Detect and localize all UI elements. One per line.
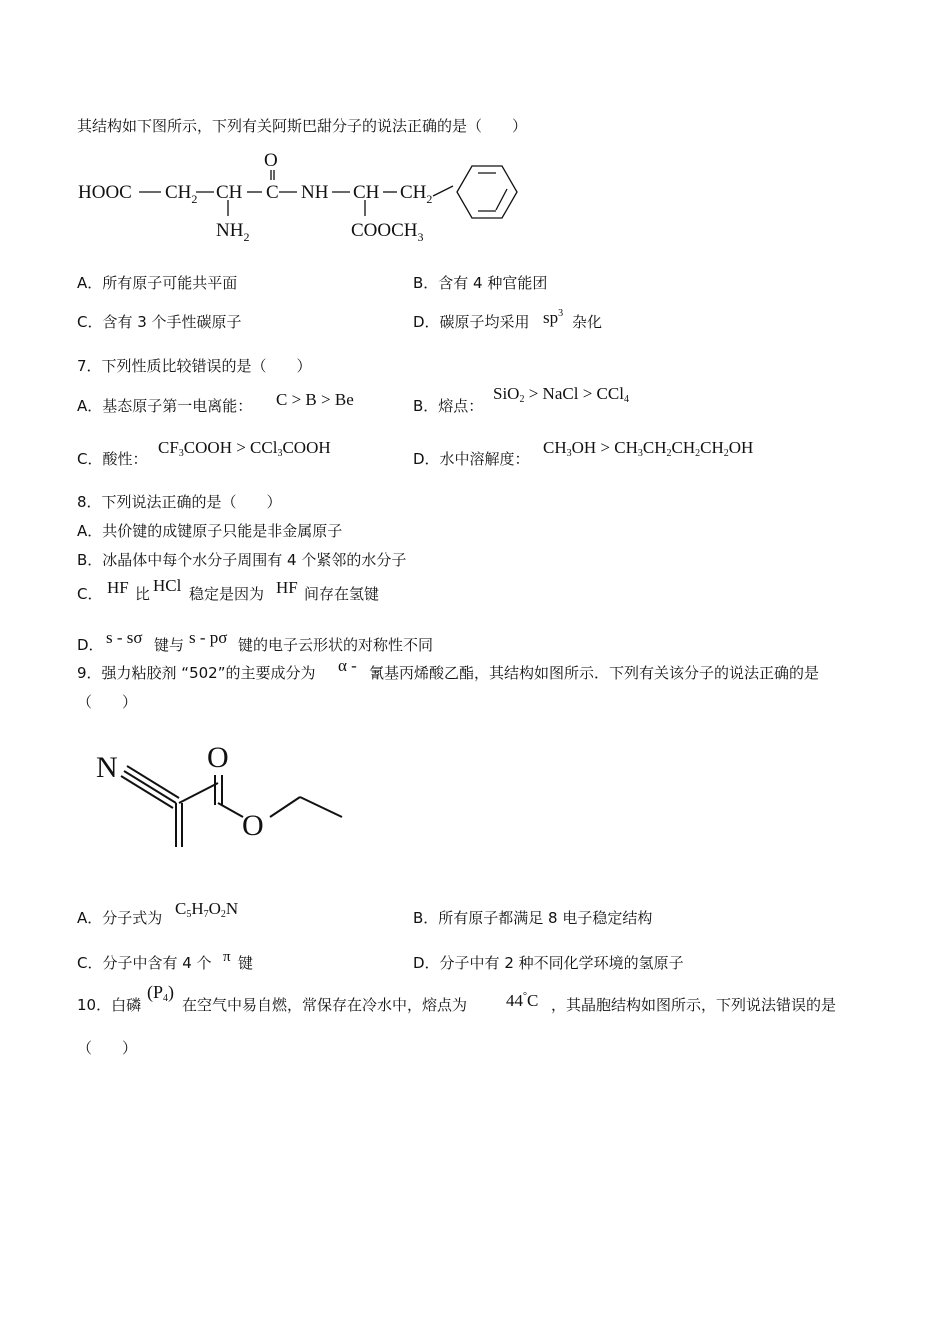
q9-stem-suffix: 氰基丙烯酸乙酯，其结构如图所示．下列有关该分子的说法正确的是 (369, 664, 820, 682)
struct-ch2-b: $CH_2$ (400, 182, 433, 206)
struct-c: C (266, 182, 279, 203)
q6-option-d-suffix: 杂化 (572, 313, 603, 331)
q9-stem-alpha: α - (338, 656, 357, 675)
q8-option-c-hf2: HF (276, 578, 298, 597)
struct-ch-b: CH (353, 182, 380, 203)
q9-option-c-post: 键 (238, 954, 254, 972)
q9-option-a-formula: $C_5H_7O_2N$ (175, 899, 239, 920)
q8-option-d-mid: 键与 (154, 636, 185, 654)
q6-option-d-formula: $sp^3$ (543, 308, 564, 327)
q8-option-c-bi: 比 (135, 585, 151, 603)
q8-option-c-hcl: HCl (153, 576, 182, 595)
q9-option-c-pi: π (223, 949, 231, 965)
q10-paren: （ ） (77, 1039, 138, 1057)
q7-option-b-formula: SiO$_2$ > NaCl > CCl$_4$ (493, 384, 629, 405)
q8-option-b[interactable]: B．冰晶体中每个水分子周围有 4 个紧邻的水分子 (77, 551, 407, 569)
struct-hooc: HOOC (78, 182, 132, 203)
q7-option-d-formula: $CH_3OH > CH_3CH_2CH_2CH_2OH$ (543, 438, 754, 459)
struct-cooch3: $COOCH_3$ (351, 220, 424, 244)
struct-nh: NH (301, 182, 329, 203)
q9-option-c[interactable]: C．分子中含有 4 个 (77, 954, 212, 972)
q8-option-c-post: 间存在氢键 (304, 585, 380, 603)
aspartame-structure (75, 148, 535, 248)
struct-o-ring: O (242, 809, 264, 842)
q8-option-d-post: 键的电子云形状的对称性不同 (238, 636, 434, 654)
q10-stem-prefix: 10．白磷 (77, 996, 142, 1014)
q7-option-c-formula: $CF_3COOH$ > CCl$_3$COOH (158, 438, 331, 459)
struct-o-top: O (207, 741, 229, 774)
struct-o: O (264, 150, 278, 171)
q8-option-d-ss: s - sσ (106, 628, 143, 647)
q10-stem-temp: 44°C (506, 991, 539, 1010)
q8-option-d[interactable]: D． (77, 636, 104, 654)
struct-ch2-a: $CH_2$ (165, 182, 198, 206)
struct-ch: CH (216, 182, 243, 203)
struct-nh2: $NH_2$ (216, 220, 250, 244)
q6-stem: 其结构如下图所示，下列有关阿斯巴甜分子的说法正确的是（ ） (77, 117, 528, 135)
q8-stem: 8．下列说法正确的是（ ） (77, 493, 282, 511)
q7-option-b[interactable]: B．熔点： (413, 397, 484, 415)
q6-option-d[interactable]: D．碳原子均采用 (413, 313, 530, 331)
q9-paren: （ ） (77, 693, 138, 711)
q7-option-c[interactable]: C．酸性： (77, 450, 148, 468)
q8-option-d-sp: s - pσ (189, 628, 228, 647)
q10-stem-mid: 在空气中易自燃，常保存在冷水中，熔点为 (182, 996, 468, 1014)
cyanoacrylate-structure (90, 735, 360, 860)
q8-option-c-mid: 稳定是因为 (189, 585, 265, 603)
q6-option-a[interactable]: A．所有原子可能共平面 (77, 274, 238, 292)
q6-option-b[interactable]: B．含有 4 种官能团 (413, 274, 548, 292)
q9-option-b[interactable]: B．所有原子都满足 8 电子稳定结构 (413, 909, 653, 927)
q8-option-c-hf: HF (107, 578, 129, 597)
q7-option-a-formula: C > B > Be (276, 390, 354, 409)
q10-stem-suffix: ，其晶胞结构如图所示，下列说法错误的是 (551, 996, 837, 1014)
q9-option-a[interactable]: A．分子式为 (77, 909, 163, 927)
q7-option-d[interactable]: D．水中溶解度： (413, 450, 530, 468)
q9-option-d[interactable]: D．分子中有 2 种不同化学环境的氢原子 (413, 954, 684, 972)
q6-option-c[interactable]: C．含有 3 个手性碳原子 (77, 313, 242, 331)
struct-n: N (96, 751, 118, 784)
q8-option-a[interactable]: A．共价键的成键原子只能是非金属原子 (77, 522, 343, 540)
q8-option-c[interactable]: C． (77, 585, 103, 603)
q10-stem-formula: $(P_4)$ (147, 982, 175, 1004)
q9-stem-prefix: 9．强力粘胶剂 “502”的主要成分为 (77, 664, 316, 682)
q7-stem: 7．下列性质比较错误的是（ ） (77, 357, 312, 375)
q7-option-a[interactable]: A．基态原子第一电离能： (77, 397, 253, 415)
